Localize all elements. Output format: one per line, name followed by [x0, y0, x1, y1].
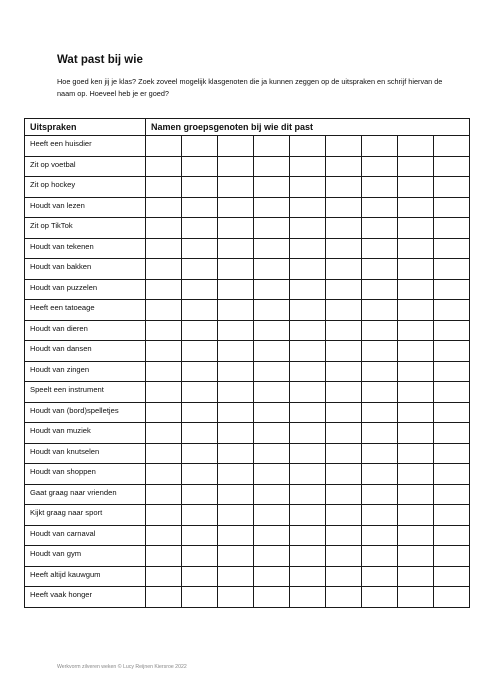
- name-cell[interactable]: [290, 156, 326, 177]
- name-cell[interactable]: [434, 177, 470, 198]
- name-cell[interactable]: [182, 259, 218, 280]
- name-cell[interactable]: [254, 156, 290, 177]
- name-cell[interactable]: [254, 525, 290, 546]
- name-cell[interactable]: [146, 464, 182, 485]
- table-row: [25, 197, 470, 218]
- name-cell[interactable]: [398, 218, 434, 239]
- name-cell[interactable]: [218, 484, 254, 505]
- name-cell[interactable]: [434, 566, 470, 587]
- name-cell[interactable]: [254, 300, 290, 321]
- name-cell[interactable]: [290, 177, 326, 198]
- statement-label: Houdt van bakken: [25, 259, 146, 280]
- name-cell[interactable]: [218, 341, 254, 362]
- name-cell[interactable]: [182, 197, 218, 218]
- name-cell[interactable]: [182, 587, 218, 608]
- name-cell[interactable]: [290, 464, 326, 485]
- name-cell[interactable]: [362, 300, 398, 321]
- name-cell[interactable]: [254, 341, 290, 362]
- copyright-footer: Werkvorm zilveren weken © Lucy Reijnen Kiersroe 2022: [57, 664, 187, 670]
- statement-label: Heeft vaak honger: [25, 587, 146, 608]
- header-classmate-names: Namen groepsgenoten bij wie dit past: [146, 119, 470, 136]
- name-cell[interactable]: [398, 259, 434, 280]
- statement-label: Houdt van tekenen: [25, 238, 146, 259]
- name-cell[interactable]: [362, 279, 398, 300]
- name-cell[interactable]: [182, 279, 218, 300]
- name-cell[interactable]: [254, 546, 290, 567]
- name-cell[interactable]: [326, 423, 362, 444]
- statement-label: Kijkt graag naar sport: [25, 505, 146, 526]
- name-cell[interactable]: [146, 546, 182, 567]
- name-cell[interactable]: [182, 566, 218, 587]
- statement-label: Gaat graag naar vrienden: [25, 484, 146, 505]
- name-cell[interactable]: [326, 525, 362, 546]
- name-cell[interactable]: [182, 443, 218, 464]
- name-cell[interactable]: [326, 300, 362, 321]
- name-cell[interactable]: [182, 238, 218, 259]
- statement-label: Heeft een tatoeage: [25, 300, 146, 321]
- statement-label: Houdt van (bord)spelletjes: [25, 402, 146, 423]
- name-cell[interactable]: [434, 382, 470, 403]
- table-row: [25, 566, 470, 587]
- name-cell[interactable]: [218, 382, 254, 403]
- statement-label: Houdt van gym: [25, 546, 146, 567]
- table-row: [25, 361, 470, 382]
- name-cell[interactable]: [146, 259, 182, 280]
- name-cell[interactable]: [326, 546, 362, 567]
- name-cell[interactable]: [362, 587, 398, 608]
- name-cell[interactable]: [182, 218, 218, 239]
- table-row: [25, 156, 470, 177]
- name-cell[interactable]: [362, 566, 398, 587]
- name-cell[interactable]: [362, 423, 398, 444]
- name-cell[interactable]: [398, 136, 434, 157]
- name-cell[interactable]: [434, 136, 470, 157]
- name-cell[interactable]: [326, 464, 362, 485]
- name-cell[interactable]: [182, 136, 218, 157]
- statement-label: Heeft altijd kauwgum: [25, 566, 146, 587]
- name-cell[interactable]: [398, 341, 434, 362]
- name-cell[interactable]: [326, 238, 362, 259]
- name-cell[interactable]: [290, 443, 326, 464]
- name-cell[interactable]: [218, 546, 254, 567]
- name-cell[interactable]: [146, 136, 182, 157]
- name-cell[interactable]: [434, 587, 470, 608]
- name-cell[interactable]: [398, 156, 434, 177]
- name-cell[interactable]: [326, 136, 362, 157]
- name-cell[interactable]: [290, 279, 326, 300]
- name-cell[interactable]: [218, 464, 254, 485]
- name-cell[interactable]: [254, 443, 290, 464]
- name-cell[interactable]: [290, 136, 326, 157]
- name-cell[interactable]: [146, 156, 182, 177]
- name-cell[interactable]: [290, 546, 326, 567]
- name-cell[interactable]: [182, 341, 218, 362]
- table-row: [25, 402, 470, 423]
- name-cell[interactable]: [326, 156, 362, 177]
- name-cell[interactable]: [326, 443, 362, 464]
- name-cell[interactable]: [146, 505, 182, 526]
- statement-label: Houdt van carnaval: [25, 525, 146, 546]
- table-row: [25, 587, 470, 608]
- statement-label: Houdt van puzzelen: [25, 279, 146, 300]
- statement-label: Houdt van lezen: [25, 197, 146, 218]
- table-row: [25, 279, 470, 300]
- name-cell[interactable]: [398, 361, 434, 382]
- statement-label: Speelt een instrument: [25, 382, 146, 403]
- name-cell[interactable]: [254, 218, 290, 239]
- name-cell[interactable]: [254, 279, 290, 300]
- name-cell[interactable]: [146, 525, 182, 546]
- name-cell[interactable]: [254, 484, 290, 505]
- name-cell[interactable]: [146, 300, 182, 321]
- name-cell[interactable]: [326, 320, 362, 341]
- name-cell[interactable]: [218, 443, 254, 464]
- name-cell[interactable]: [290, 259, 326, 280]
- name-cell[interactable]: [398, 177, 434, 198]
- worksheet-title: Wat past bij wie: [57, 54, 143, 66]
- name-cell[interactable]: [398, 587, 434, 608]
- name-cell[interactable]: [290, 197, 326, 218]
- name-cell[interactable]: [362, 443, 398, 464]
- name-cell[interactable]: [290, 341, 326, 362]
- name-cell[interactable]: [362, 177, 398, 198]
- table-row: [25, 300, 470, 321]
- name-cell[interactable]: [326, 177, 362, 198]
- name-cell[interactable]: [290, 361, 326, 382]
- name-cell[interactable]: [254, 464, 290, 485]
- name-cell[interactable]: [362, 525, 398, 546]
- name-cell[interactable]: [434, 484, 470, 505]
- name-cell[interactable]: [182, 300, 218, 321]
- name-cell[interactable]: [362, 484, 398, 505]
- name-cell[interactable]: [362, 156, 398, 177]
- name-cell[interactable]: [218, 505, 254, 526]
- table-row: [25, 259, 470, 280]
- name-cell[interactable]: [326, 279, 362, 300]
- statement-label: Houdt van dansen: [25, 341, 146, 362]
- name-cell[interactable]: [362, 546, 398, 567]
- statement-label: Houdt van shoppen: [25, 464, 146, 485]
- name-cell[interactable]: [182, 402, 218, 423]
- name-cell[interactable]: [290, 484, 326, 505]
- name-cell[interactable]: [398, 300, 434, 321]
- name-cell[interactable]: [398, 566, 434, 587]
- name-cell[interactable]: [182, 423, 218, 444]
- table-row: [25, 341, 470, 362]
- name-cell[interactable]: [218, 279, 254, 300]
- statement-label: Zit op hockey: [25, 177, 146, 198]
- name-cell[interactable]: [146, 423, 182, 444]
- statement-label: Zit op voetbal: [25, 156, 146, 177]
- name-cell[interactable]: [254, 320, 290, 341]
- name-cell[interactable]: [182, 382, 218, 403]
- table-row: [25, 218, 470, 239]
- name-cell[interactable]: [146, 218, 182, 239]
- name-cell[interactable]: [290, 218, 326, 239]
- name-cell[interactable]: [182, 177, 218, 198]
- name-cell[interactable]: [290, 382, 326, 403]
- name-cell[interactable]: [326, 566, 362, 587]
- name-cell[interactable]: [398, 238, 434, 259]
- name-cell[interactable]: [146, 320, 182, 341]
- name-cell[interactable]: [254, 566, 290, 587]
- name-cell[interactable]: [290, 525, 326, 546]
- name-cell[interactable]: [362, 361, 398, 382]
- name-cell[interactable]: [326, 259, 362, 280]
- name-cell[interactable]: [254, 197, 290, 218]
- name-cell[interactable]: [182, 505, 218, 526]
- name-cell[interactable]: [362, 505, 398, 526]
- statement-label: Houdt van knutselen: [25, 443, 146, 464]
- name-cell[interactable]: [434, 505, 470, 526]
- name-cell[interactable]: [434, 300, 470, 321]
- name-cell[interactable]: [218, 259, 254, 280]
- name-cell[interactable]: [434, 525, 470, 546]
- name-cell[interactable]: [434, 443, 470, 464]
- name-cell[interactable]: [218, 177, 254, 198]
- name-cell[interactable]: [146, 587, 182, 608]
- name-cell[interactable]: [398, 505, 434, 526]
- name-cell[interactable]: [398, 402, 434, 423]
- name-cell[interactable]: [182, 464, 218, 485]
- name-cell[interactable]: [326, 505, 362, 526]
- name-cell[interactable]: [182, 156, 218, 177]
- name-cell[interactable]: [146, 382, 182, 403]
- name-cell[interactable]: [182, 525, 218, 546]
- name-cell[interactable]: [290, 402, 326, 423]
- name-cell[interactable]: [290, 300, 326, 321]
- name-cell[interactable]: [146, 443, 182, 464]
- name-cell[interactable]: [362, 341, 398, 362]
- name-cell[interactable]: [290, 320, 326, 341]
- name-cell[interactable]: [398, 423, 434, 444]
- name-cell[interactable]: [362, 382, 398, 403]
- name-cell[interactable]: [254, 587, 290, 608]
- name-cell[interactable]: [218, 156, 254, 177]
- name-cell[interactable]: [398, 197, 434, 218]
- name-cell[interactable]: [434, 279, 470, 300]
- name-cell[interactable]: [434, 218, 470, 239]
- name-cell[interactable]: [218, 525, 254, 546]
- name-cell[interactable]: [434, 423, 470, 444]
- name-cell[interactable]: [434, 361, 470, 382]
- name-cell[interactable]: [254, 259, 290, 280]
- name-cell[interactable]: [434, 156, 470, 177]
- statement-label: Heeft een huisdier: [25, 136, 146, 157]
- table-row: [25, 136, 470, 157]
- table-row: [25, 443, 470, 464]
- name-cell[interactable]: [398, 464, 434, 485]
- table-row: [25, 484, 470, 505]
- name-cell[interactable]: [398, 279, 434, 300]
- name-cell[interactable]: [254, 177, 290, 198]
- table-header-row: [25, 119, 470, 136]
- name-cell[interactable]: [362, 402, 398, 423]
- statement-label: Houdt van zingen: [25, 361, 146, 382]
- statements-table: [24, 118, 470, 608]
- name-cell[interactable]: [398, 525, 434, 546]
- name-cell[interactable]: [218, 587, 254, 608]
- name-cell[interactable]: [254, 423, 290, 444]
- name-cell[interactable]: [146, 402, 182, 423]
- name-cell[interactable]: [254, 402, 290, 423]
- name-cell[interactable]: [434, 197, 470, 218]
- name-cell[interactable]: [362, 218, 398, 239]
- name-cell[interactable]: [218, 423, 254, 444]
- table-row: [25, 525, 470, 546]
- name-cell[interactable]: [434, 320, 470, 341]
- name-cell[interactable]: [434, 238, 470, 259]
- name-cell[interactable]: [290, 566, 326, 587]
- statement-label: Houdt van muziek: [25, 423, 146, 444]
- name-cell[interactable]: [362, 259, 398, 280]
- name-cell[interactable]: [146, 238, 182, 259]
- name-cell[interactable]: [326, 361, 362, 382]
- name-cell[interactable]: [434, 464, 470, 485]
- name-cell[interactable]: [362, 197, 398, 218]
- name-cell[interactable]: [290, 587, 326, 608]
- table-row: [25, 505, 470, 526]
- name-cell[interactable]: [218, 136, 254, 157]
- name-cell[interactable]: [146, 341, 182, 362]
- table-row: [25, 177, 470, 198]
- table-row: [25, 423, 470, 444]
- name-cell[interactable]: [146, 177, 182, 198]
- name-cell[interactable]: [254, 361, 290, 382]
- header-statements: Uitspraken: [25, 119, 146, 136]
- table-row: [25, 320, 470, 341]
- name-cell[interactable]: [362, 464, 398, 485]
- name-cell[interactable]: [398, 443, 434, 464]
- name-cell[interactable]: [434, 402, 470, 423]
- name-cell[interactable]: [398, 546, 434, 567]
- name-cell[interactable]: [218, 361, 254, 382]
- name-cell[interactable]: [326, 402, 362, 423]
- table-row: [25, 238, 470, 259]
- name-cell[interactable]: [218, 566, 254, 587]
- name-cell[interactable]: [218, 218, 254, 239]
- name-cell[interactable]: [362, 238, 398, 259]
- name-cell[interactable]: [326, 382, 362, 403]
- name-cell[interactable]: [146, 361, 182, 382]
- table-row: [25, 382, 470, 403]
- table-row: [25, 546, 470, 567]
- name-cell[interactable]: [218, 320, 254, 341]
- name-cell[interactable]: [146, 484, 182, 505]
- statement-label: Zit op TikTok: [25, 218, 146, 239]
- name-cell[interactable]: [362, 136, 398, 157]
- name-cell[interactable]: [398, 382, 434, 403]
- name-cell[interactable]: [434, 341, 470, 362]
- name-cell[interactable]: [254, 382, 290, 403]
- worksheet-instructions: Hoe goed ken jij je klas? Zoek zoveel mogelijk klasgenoten die ja kunnen zeggen op de uitspraken en schrijf hiervan de naam op. Hoeveel heb je er goed?: [57, 77, 443, 98]
- table-row: [25, 464, 470, 485]
- name-cell[interactable]: [182, 546, 218, 567]
- name-cell[interactable]: [146, 197, 182, 218]
- name-cell[interactable]: [146, 279, 182, 300]
- name-cell[interactable]: [326, 484, 362, 505]
- name-cell[interactable]: [146, 566, 182, 587]
- name-cell[interactable]: [398, 484, 434, 505]
- name-cell[interactable]: [326, 218, 362, 239]
- name-cell[interactable]: [254, 136, 290, 157]
- name-cell[interactable]: [434, 259, 470, 280]
- name-cell[interactable]: [326, 587, 362, 608]
- name-cell[interactable]: [254, 238, 290, 259]
- name-cell[interactable]: [434, 546, 470, 567]
- name-cell[interactable]: [182, 484, 218, 505]
- name-cell[interactable]: [218, 402, 254, 423]
- name-cell[interactable]: [362, 320, 398, 341]
- name-cell[interactable]: [290, 505, 326, 526]
- name-cell[interactable]: [218, 197, 254, 218]
- name-cell[interactable]: [182, 320, 218, 341]
- name-cell[interactable]: [326, 197, 362, 218]
- name-cell[interactable]: [218, 238, 254, 259]
- name-cell[interactable]: [182, 361, 218, 382]
- name-cell[interactable]: [254, 505, 290, 526]
- name-cell[interactable]: [326, 341, 362, 362]
- name-cell[interactable]: [290, 423, 326, 444]
- name-cell[interactable]: [290, 238, 326, 259]
- name-cell[interactable]: [218, 300, 254, 321]
- name-cell[interactable]: [398, 320, 434, 341]
- statement-label: Houdt van dieren: [25, 320, 146, 341]
